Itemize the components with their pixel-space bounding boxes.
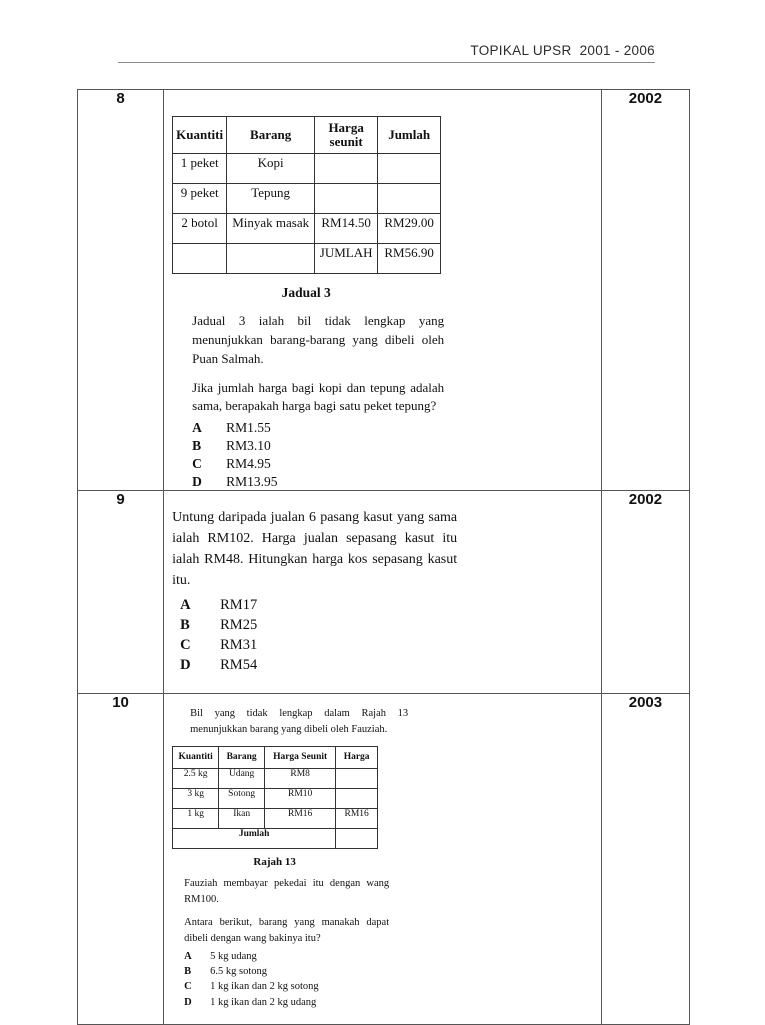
option-text: RM54 [220,657,258,674]
question-body-8 [164,90,602,491]
cell-kuantiti: 1 peket [173,154,227,184]
option-label: A [180,597,191,614]
cell-harga-seunit [315,154,378,184]
question-8-options [192,419,601,490]
table-row [173,768,378,788]
question-body-9 [164,491,602,694]
question-grid [77,89,690,1025]
question-year-8: 2002 [601,90,689,491]
column-header-kuantiti: Kuantiti [173,746,219,768]
page-header [118,42,655,60]
cell-harga-seunit [315,184,378,214]
option-text: RM13.95 [226,473,278,489]
option-label: D [192,473,202,489]
question-10-options [184,949,601,1010]
option-c[interactable] [180,635,601,655]
question-body-10 [164,694,602,1024]
cell-total-label: Jumlah [173,828,336,848]
table-row [173,808,378,828]
table-row [173,184,441,214]
header-rule [118,62,655,63]
question-number-10: 10 [78,694,164,1024]
option-label: C [180,637,191,654]
option-label: B [184,966,192,978]
option-text: 1 kg ikan dan 2 kg sotong [210,981,319,993]
cell-jumlah [378,154,441,184]
option-c[interactable] [192,455,601,473]
option-b[interactable] [184,964,601,979]
question-9-text: Untung daripada jualan 6 pasang kasut yang sama ialah RM102. Harga jualan sepasang kasut itu ialah RM48. Hitungkan harga kos sepasang kasut itu. [172,510,458,589]
cell-harga-seunit: RM16 [265,808,336,828]
option-text: RM4.95 [226,455,271,471]
option-a[interactable] [180,595,601,615]
option-label: C [192,455,202,471]
question-row-9 [78,491,690,694]
rajah-13-table [172,746,378,849]
option-d[interactable] [192,473,601,491]
option-text: RM31 [220,637,258,654]
option-text: 6.5 kg sotong [210,966,268,978]
table-header-row [173,746,378,768]
question-year-10: 2003 [601,694,689,1024]
page-header-title: TOPIKAL UPSR 2001 - 2006 [470,43,655,58]
cell-jumlah: RM29.00 [378,214,441,244]
question-number-9: 9 [78,491,164,694]
cell-total-value [336,828,378,848]
cell-empty [227,244,315,274]
table-total-row [173,244,441,274]
cell-harga-seunit: RM10 [265,788,336,808]
option-label: A [192,420,202,436]
option-label: A [184,950,192,962]
table-row [173,788,378,808]
option-label: B [180,617,190,634]
cell-kuantiti: 2.5 kg [173,768,219,788]
cell-total-value: RM56.90 [378,244,441,274]
cell-barang: Udang [219,768,265,788]
cell-harga [336,788,378,808]
cell-barang: Kopi [227,154,315,184]
option-text: 5 kg udang [210,950,257,962]
question-9-options [180,595,601,675]
cell-harga [336,768,378,788]
option-label: C [184,981,192,993]
cell-harga: RM16 [336,808,378,828]
question-row-10 [78,694,690,1024]
option-text: RM17 [220,597,258,614]
question-year-9: 2002 [601,491,689,694]
question-row-8 [78,90,690,491]
option-label: B [192,438,202,454]
option-b[interactable] [180,615,601,635]
column-header-barang: Barang [219,746,265,768]
column-header-harga-seunit: Harga seunit [315,117,378,154]
column-header-barang: Barang [227,117,315,154]
cell-barang: Ikan [219,808,265,828]
option-d[interactable] [184,995,601,1010]
cell-barang: Minyak masak [227,214,315,244]
cell-kuantiti: 1 kg [173,808,219,828]
option-a[interactable] [192,419,601,437]
table-total-row [173,828,378,848]
cell-kuantiti: 3 kg [173,788,219,808]
cell-barang: Tepung [227,184,315,214]
column-header-kuantiti: Kuantiti [173,117,227,154]
table-row [173,214,441,244]
option-text: RM1.55 [226,420,271,436]
jadual-3-table [172,116,441,274]
option-c[interactable] [184,979,601,994]
figure-caption-rajah-13: Rajah 13 [253,855,296,868]
question-10-paragraph-1: Fauziah membayar pekedai itu dengan wang RM100. [184,877,390,905]
option-text: RM3.10 [226,438,271,454]
option-b[interactable] [192,437,601,455]
question-10-intro: Bil yang tidak lengkap dalam Rajah 13 menunjukkan barang yang dibeli oleh Fauziah. [190,708,409,735]
question-number-8: 8 [78,90,164,491]
cell-kuantiti: 9 peket [173,184,227,214]
option-label: D [180,657,191,674]
column-header-jumlah: Jumlah [378,117,441,154]
cell-total-label: JUMLAH [315,244,378,274]
cell-harga-seunit: RM14.50 [315,214,378,244]
question-8-paragraph-2: Jika jumlah harga bagi kopi dan tepung adalah sama, berapakah harga bagi satu peket tepung? [192,379,445,414]
cell-jumlah [378,184,441,214]
column-header-harga: Harga [336,746,378,768]
table-row [173,154,441,184]
figure-caption-jadual-3: Jadual 3 [281,285,331,300]
cell-kuantiti: 2 botol [173,214,227,244]
option-d[interactable] [180,655,601,675]
column-header-harga-seunit: Harga Seunit [265,746,336,768]
option-label: D [184,996,192,1008]
option-text: RM25 [220,617,258,634]
option-text: 1 kg ikan dan 2 kg udang [210,996,317,1008]
table-header-row [173,117,441,154]
cell-harga-seunit: RM8 [265,768,336,788]
option-a[interactable] [184,949,601,964]
cell-empty [173,244,227,274]
cell-barang: Sotong [219,788,265,808]
question-8-paragraph-1: Jadual 3 ialah bil tidak lengkap yang menunjukkan barang-barang yang dibeli oleh Puan Salmah. [192,313,445,366]
question-10-paragraph-2: Antara berikut, barang yang manakah dapat dibeli dengan wang bakinya itu? [184,917,390,945]
